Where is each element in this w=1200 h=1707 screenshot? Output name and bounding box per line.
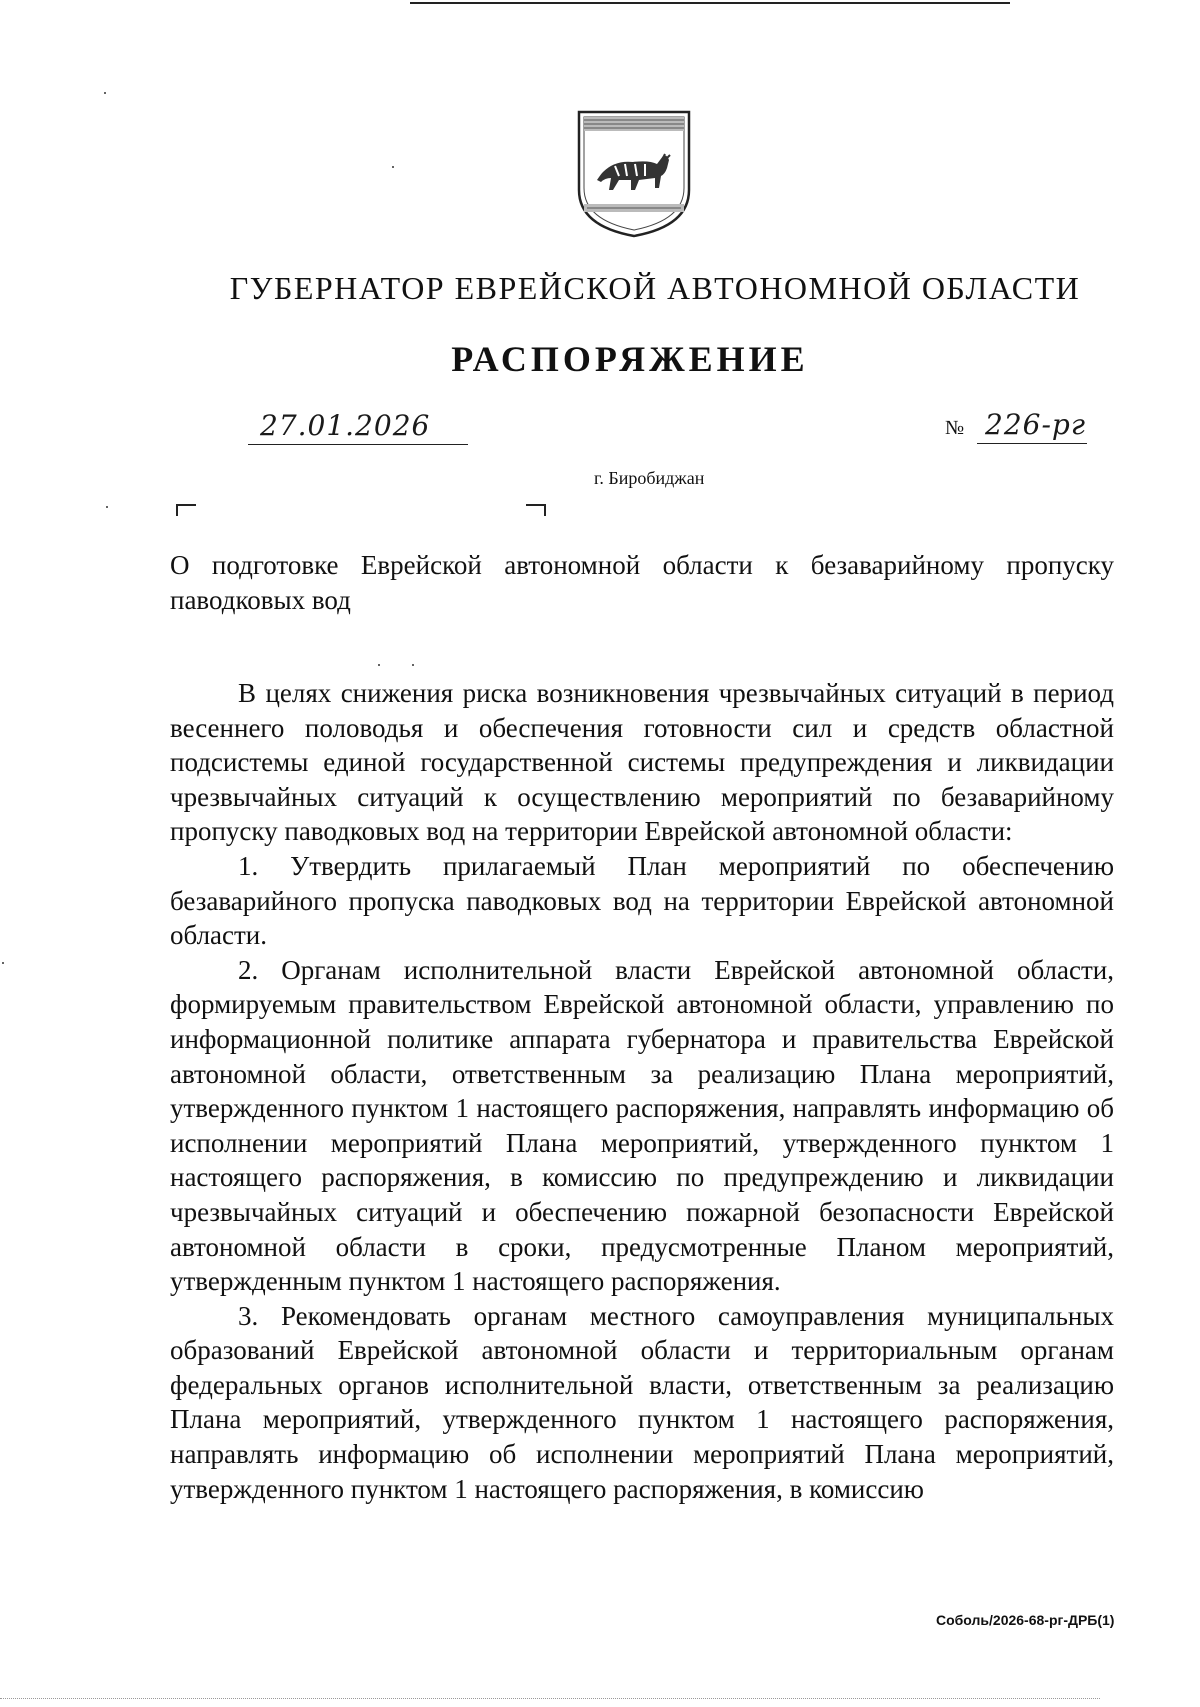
scan-speck [412, 664, 414, 666]
handwritten-date: 27.01.2026 [260, 409, 431, 442]
subject-bracket-left [176, 504, 196, 516]
body-paragraph-preamble: В целях снижения риска возникновения чрезвычайных ситуаций в период весеннего половодья и обеспечения готовности сил и средств областной подсистемы единой государственной системы предупреждения и ликвидации чрезвычайных ситуаций к осуществлению мероприятий по безаварийному пропуску паводковых вод на территории Еврейской автономной области: [170, 678, 1114, 847]
body-paragraph-2: 2. Органам исполнительной власти Еврейской автономной области, формируемым правительством Еврейской автономной области, управлению по информационной политике аппарата губернатора и правительства Еврейской автономной области, ответственным за реализацию Плана мероприятий, утвержденного пунктом 1 настоящего распоряжения, направлять информацию об исполнении мероприятий Плана мероприятий, утвержденного пунктом 1 настоящего распоряжения, в комиссию по предупреждению и ликвидации чрезвычайных ситуаций и обеспечению пожарной безопасности Еврейской автономной области в сроки, предусмотренные Планом мероприятий, утвержденным пунктом 1 настоящего распоряжения. [170, 954, 1114, 1297]
scan-speck [2, 962, 4, 964]
document-body [170, 676, 1114, 1506]
governor-title: ГУБЕРНАТОР ЕВРЕЙСКОЙ АВТОНОМНОЙ ОБЛАСТИ [229, 270, 1081, 306]
document-subject: О подготовке Еврейской автономной области к безаварийному пропуску паводковых вод [170, 550, 1114, 615]
scan-speck [104, 92, 106, 94]
body-paragraph-1: 1. Утвердить прилагаемый План мероприятий по обеспечению безаварийного пропуска паводковых вод на территории Еврейской автономной области. [170, 850, 1114, 951]
document-number-block [945, 410, 1095, 444]
scan-speck [106, 506, 108, 508]
scan-speck [392, 166, 394, 168]
scan-speck [378, 664, 380, 666]
scan-edge-line-bottom [0, 1698, 1100, 1700]
coat-of-arms-tiger-icon [575, 108, 693, 240]
date-field [248, 410, 468, 445]
number-field [977, 409, 1087, 444]
number-sign-label: № [945, 417, 965, 439]
body-paragraph-3: 3. Рекомендовать органам местного самоуправления муниципальных образований Еврейской автономной области и территориальным органам федеральных органов исполнительной власти, ответственным за реализацию Плана мероприятий, утвержденного пунктом 1 настоящего распоряжения, направлять информацию об исполнении мероприятий Плана мероприятий, утвержденного пунктом 1 настоящего распоряжения, в комиссию [170, 1300, 1114, 1504]
subject-bracket-right [526, 504, 546, 516]
footer-document-code: Соболь/2026-68-рг-ДРБ(1) [936, 1612, 1115, 1628]
scan-edge-line [410, 2, 1010, 4]
handwritten-number: 226-рг [985, 408, 1086, 441]
city-label: г. Биробиджан [594, 468, 705, 488]
document-type-title: РАСПОРЯЖЕНИЕ [451, 339, 809, 379]
